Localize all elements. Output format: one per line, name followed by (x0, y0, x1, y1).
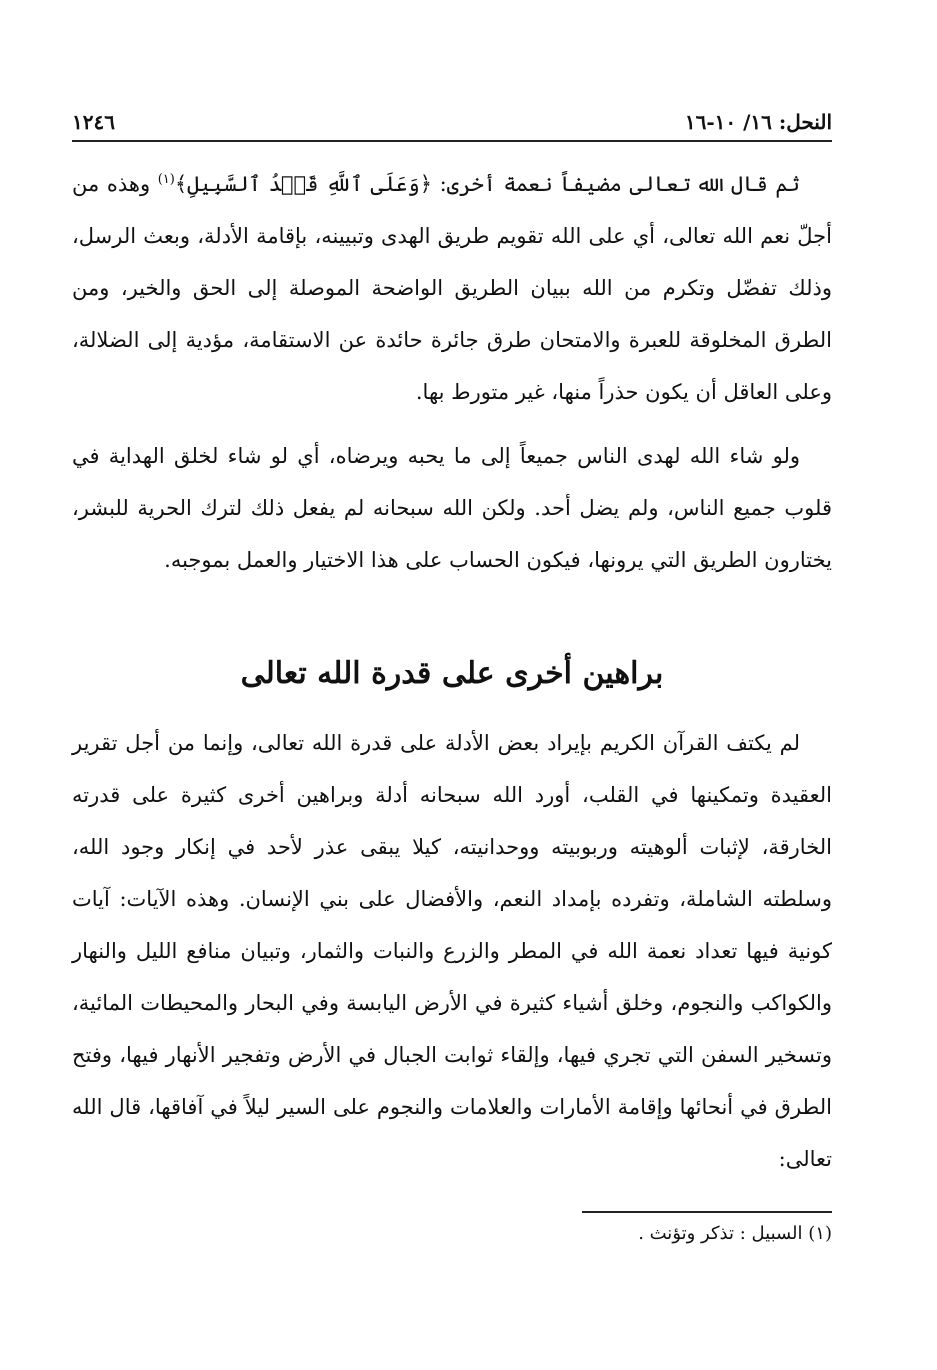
paragraph-3: لم يكتف القرآن الكريم بإيراد بعض الأدلة على قدرة الله تعالى، وإنما من أجل تقرير العقيدة وتمكينها في القلب، أورد الله سبحانه أدلة وبراهين أخرى كثيرة على قدرته الخارقة، لإثبات ألوهيته وربوبيته ووحدانيته، كيلا يبقى عذر لأحد في إنكار وجود الله، وسلطته الشاملة، وتفرده بإمداد النعم، والأفضال على بني الإنسان. وهذه الآيات: آيات كونية فيها تعداد نعمة الله في المطر والزرع والنبات والثمار، وتبيان منافع الليل والنهار والكواكب والنجوم، وخلق أشياء كثيرة في الأرض اليابسة وفي البحار والمحيطات المائية، وتسخير السفن التي تجري فيها، وإلقاء ثوابت الجبال في الأرض وتفجير الأنهار فيها، وفتح الطرق في أنحائها وإقامة الأمارات والعلامات والنجوم على السير ليلاً في آفاقها، قال الله تعالى: (72, 731, 832, 1171)
footnote-marker: (١) (157, 172, 175, 187)
running-header (72, 110, 832, 142)
surah-reference: النحل: ١٦/ ١٠-١٦ (684, 110, 832, 134)
quran-verse: ﴿وَعَلَى ٱللَّهِ قَصۡدُ ٱلسَّبِيلِ﴾ (174, 172, 433, 196)
paragraph-2: ولو شاء الله لهدى الناس جميعاً إلى ما يحبه ويرضاه، أي لو شاء لخلق الهداية في قلوب جميع الناس، ولم يضل أحد. ولكن الله سبحانه لم يفعل ذلك لترك الحرية للبشر، يختارون الطريق التي يرونها، فيكون الحساب على هذا الاختيار والعمل بموجبه. (72, 444, 832, 572)
footnote: (١) السبيل : تذكر وتؤنث . (638, 1223, 832, 1244)
book-page (72, 110, 832, 1244)
paragraph-1 (72, 158, 832, 418)
section-title: براهين أخرى على قدرة الله تعالى (240, 656, 664, 691)
page-number: ١٢٤٦ (72, 110, 115, 134)
paragraph-1-rest: وهذه من أجلّ نعم الله تعالى، أي على الله تقويم طريق الهدى وتبيينه، بإقامة الأدلة، وبعث الرسل، وذلك تفضّل وتكرم من الله ببيان الطريق الواضحة الموصلة إلى الحق والخير، ومن الطرق المخلوقة للعبرة والامتحان طرق جائرة حائدة عن الاستقامة، مؤدية إلى الضلالة، وعلى العاقل أن يكون حذراً منها، غير متورط بها. (72, 172, 832, 404)
footnote-divider (582, 1211, 832, 1213)
paragraph-1-intro: ثم قال الله تعالى مضيفاً نعمة أخرى: (439, 172, 800, 196)
